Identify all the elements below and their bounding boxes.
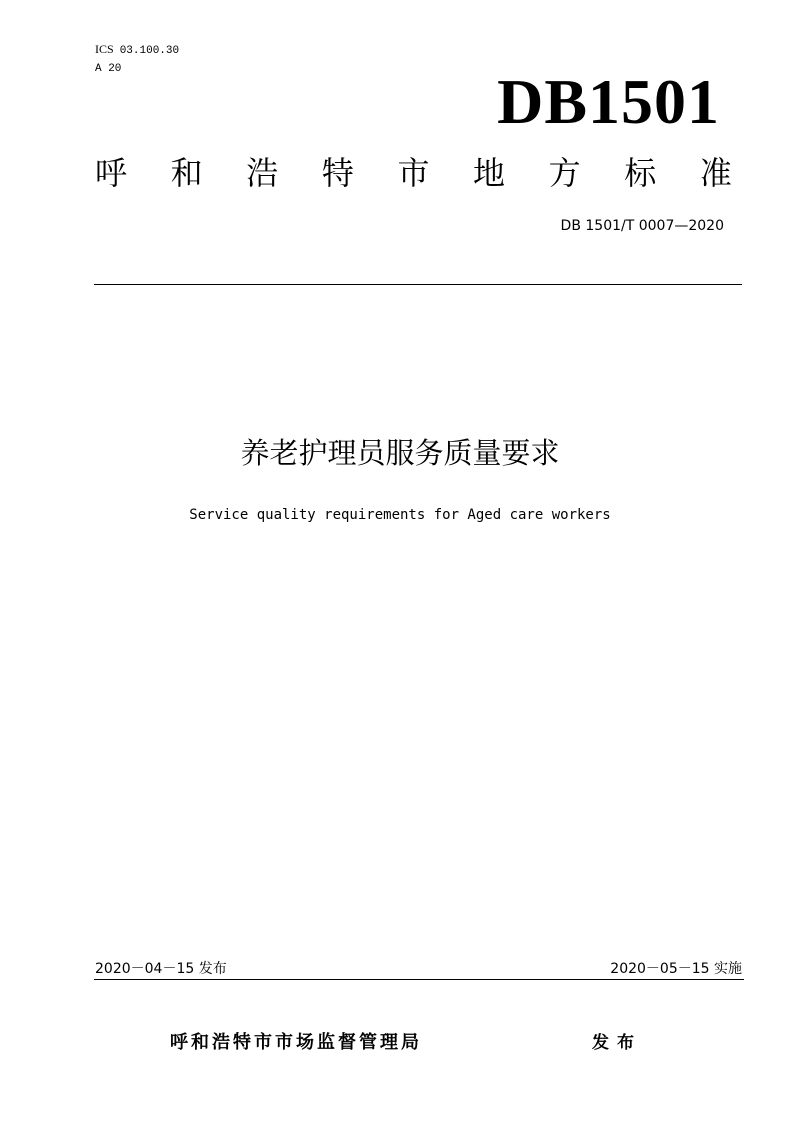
standard-type-char: 准 xyxy=(699,154,732,192)
footer-divider xyxy=(94,979,744,980)
classification-code: A 20 xyxy=(95,63,122,75)
standard-type-char: 市 xyxy=(397,154,430,192)
implementation-date: 2020－05－15 实施 xyxy=(610,961,742,977)
issue-date: 2020－04－15 发布 xyxy=(95,961,227,977)
issue-label: 发布 xyxy=(592,1033,642,1053)
standard-number: DB 1501/T 0007—2020 xyxy=(560,218,724,234)
ics-label: ICS xyxy=(95,42,114,56)
ics-number: 03.100.30 xyxy=(119,45,180,57)
ics-code xyxy=(95,42,179,58)
issuing-authority: 呼和浩特市市场监督管理局 xyxy=(170,1032,422,1053)
standard-type-char: 浩 xyxy=(246,154,279,192)
standard-type-char: 方 xyxy=(548,154,581,192)
document-title-zh: 养老护理员服务质量要求 xyxy=(240,436,560,470)
document-title-en: Service quality requirements for Aged care workers xyxy=(189,507,611,523)
standard-type-char: 标 xyxy=(624,154,657,192)
standard-type xyxy=(95,153,732,193)
standard-type-char: 特 xyxy=(321,154,354,192)
standard-type-char: 呼 xyxy=(95,154,128,192)
standard-type-char: 地 xyxy=(473,154,506,192)
header-divider xyxy=(94,284,742,285)
standard-type-char: 和 xyxy=(170,154,203,192)
db-code: DB1501 xyxy=(497,66,720,137)
